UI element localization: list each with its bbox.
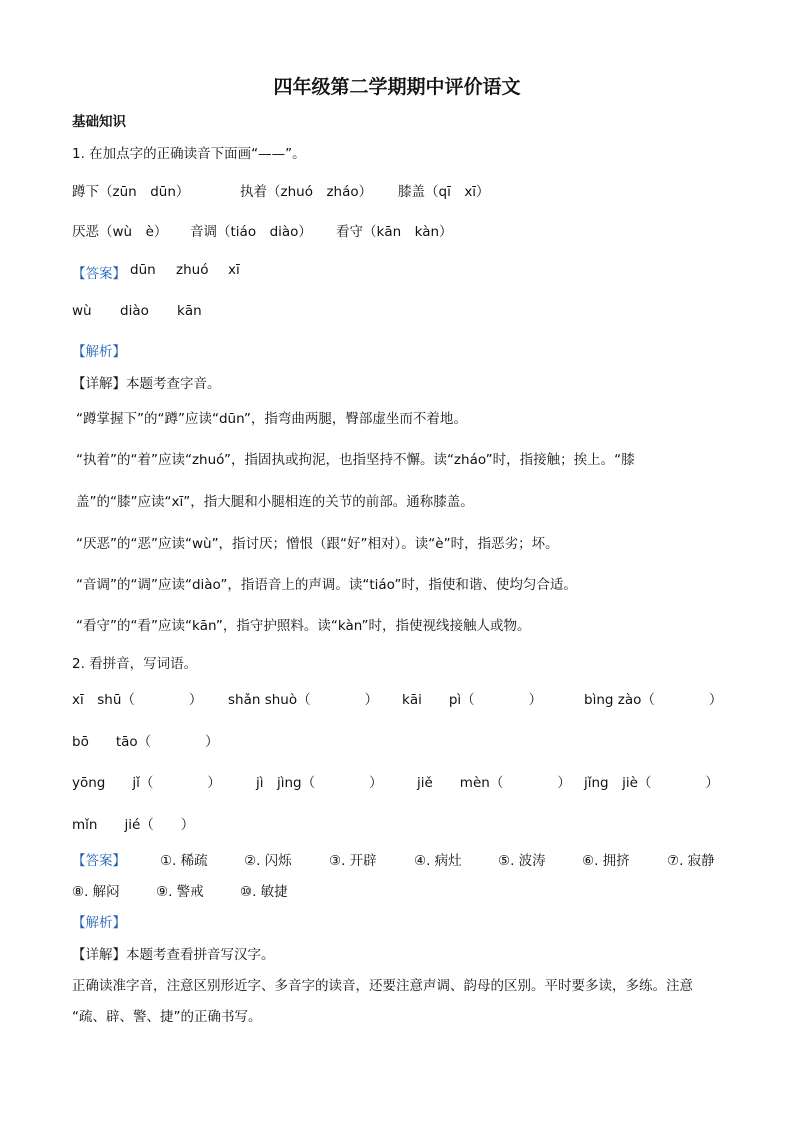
answer-item: ④. 病灶 (414, 853, 462, 869)
explanation-paragraph: “看守”的“看”应读“kān”，指守护照料。读“kàn”时，指使视线接触人或物。 (76, 618, 531, 634)
explanation-paragraph: “执着”的“着”应读“zhuó”，指固执或拘泥，也指坚持不懈。读“zháo”时，指接触；挨上。“膝 (76, 452, 635, 468)
q1-prompt: 1. 在加点字的正确读音下面画“——”。 (72, 146, 306, 162)
section-heading: 基础知识 (72, 114, 126, 130)
analysis-tag: 【解析】 (72, 915, 126, 931)
detail-line: 【详解】本题考查看拼音写汉字。 (72, 947, 275, 963)
explanation-paragraph: “疏、辟、警、捷”的正确书写。 (72, 1009, 262, 1025)
explanation-paragraph: “音调”的“调”应读“diào”，指语音上的声调。读“tiáo”时，指使和谐、使均匀合适。 (76, 577, 577, 593)
pinyin-blank: yōng jǐ（ ） (72, 775, 221, 791)
detail-line: 【详解】本题考查字音。 (72, 376, 221, 392)
answer-value: xī (228, 262, 240, 278)
answer-value: dūn (130, 262, 156, 278)
answer-item: ⑩. 敏捷 (240, 884, 288, 900)
answer-value: wù (72, 303, 92, 319)
answer-item: ②. 闪烁 (244, 853, 292, 869)
page-title: 四年级第二学期期中评价语文 (273, 76, 521, 98)
pinyin-blank: xī shū（ ） (72, 692, 203, 708)
answer-item: ⑧. 解闷 (72, 884, 120, 900)
answer-item: ⑥. 拥挤 (582, 853, 630, 869)
pinyin-blank: bìng zào（ ） (584, 692, 723, 708)
answer-item: ①. 稀疏 (160, 853, 208, 869)
explanation-paragraph: “蹲掌握下”的“蹲”应读“dūn”，指弯曲两腿，臀部虚坐而不着地。 (76, 411, 467, 427)
analysis-tag: 【解析】 (72, 344, 126, 360)
answer-tag: 【答案】 (72, 853, 126, 869)
answer-item: ⑦. 寂静 (667, 853, 715, 869)
answer-value: kān (177, 303, 202, 319)
answer-item: ⑨. 警戒 (156, 884, 204, 900)
q1-option: 音调（tiáo diào） (190, 224, 312, 240)
q1-option: 蹲下（zūn dūn） (72, 184, 190, 200)
pinyin-blank: mǐn jié（ ） (72, 817, 195, 833)
answer-item: ③. 开辟 (329, 853, 377, 869)
explanation-paragraph: “厌恶”的“恶”应读“wù”，指讨厌；憎恨（跟“好”相对）。读“è”时，指恶劣；坏。 (76, 536, 559, 552)
pinyin-blank: jì jìng（ ） (256, 775, 383, 791)
answer-tag: 【答案】 (72, 266, 126, 282)
answer-value: zhuó (176, 262, 209, 278)
q2-prompt: 2. 看拼音，写词语。 (72, 656, 198, 672)
explanation-paragraph: 盖”的“膝”应读“xī”，指大腿和小腿相连的关节的前部。通称膝盖。 (76, 494, 474, 510)
pinyin-blank: kāi pì（ ） (402, 692, 543, 708)
pinyin-blank: jǐng jiè（ ） (584, 775, 719, 791)
answer-value: diào (120, 303, 149, 319)
pinyin-blank: jiě mèn（ ） (417, 775, 571, 791)
q1-option: 厌恶（wù è） (72, 224, 168, 240)
answer-item: ⑤. 波涛 (498, 853, 546, 869)
q1-option: 看守（kān kàn） (336, 224, 453, 240)
pinyin-blank: shǎn shuò（ ） (228, 692, 379, 708)
explanation-paragraph: 正确读准字音，注意区别形近字、多音字的读音，还要注意声调、韵母的区别。平时要多读，多练。注意 (72, 978, 693, 994)
pinyin-blank: bō tāo（ ） (72, 734, 219, 750)
q1-option: 执着（zhuó zháo） (240, 184, 373, 200)
q1-option: 膝盖（qī xī） (398, 184, 490, 200)
